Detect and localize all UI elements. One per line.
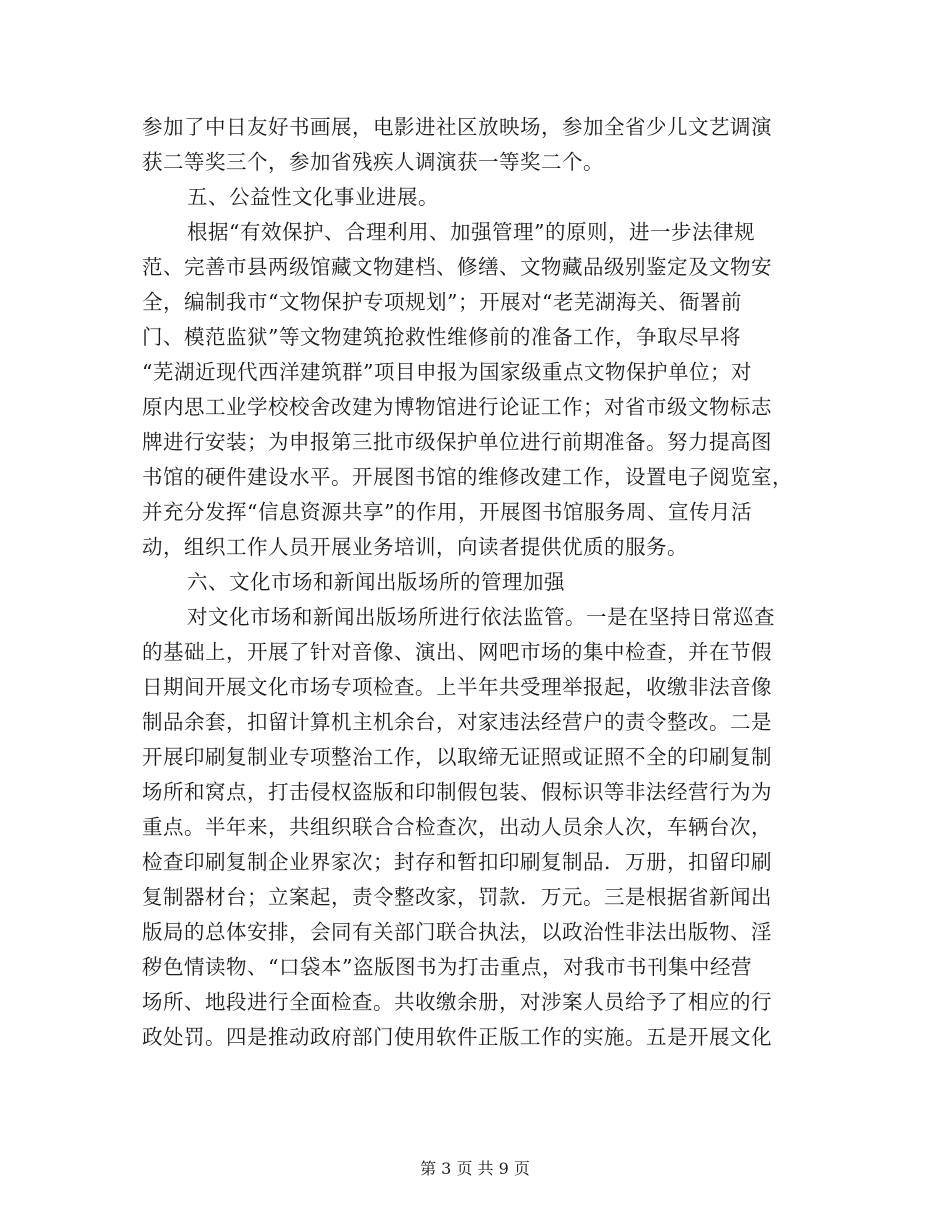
text-line: 秽色情读物、“口袋本”盗版图书为打击重点，对我市书刊集中经营 — [142, 955, 752, 979]
text-line: 版局的总体安排，会同有关部门联合执法，以政治性非法出版物、淫 — [142, 920, 772, 944]
text-line: 对文化市场和新闻出版场所进行依法监管。一是在坚持日常巡查 — [187, 605, 775, 629]
text-line: 门、模范监狱”等文物建筑抢救性维修前的准备工作，争取尽早将 — [142, 325, 741, 349]
page-footer: 第 3 页 共 9 页 — [420, 1159, 530, 1178]
text-line: 政处罚。四是推动政府部门使用软件正版工作的实施。五是开展文化 — [142, 1025, 772, 1049]
text-line: “芜湖近现代西洋建筑群”项目申报为国家级重点文物保护单位；对 — [142, 360, 752, 384]
text-line: 牌进行安装；为申报第三批市级保护单位进行前期准备。努力提高图 — [142, 430, 772, 454]
text-line: 动，组织工作人员开展业务培训，向读者提供优质的服务。 — [142, 535, 688, 559]
text-line: 重点。半年来，共组织联合合检查次，出动人员余人次，车辆台次， — [142, 815, 772, 839]
text-line: 全，编制我市“文物保护专项规划”；开展对“老芜湖海关、衙署前 — [142, 290, 742, 314]
text-line: 根据“有效保护、合理利用、加强管理”的原则，进一步法律规 — [187, 220, 755, 244]
text-line: 获二等奖三个，参加省残疾人调演获一等奖二个。 — [142, 150, 604, 174]
text-line: 参加了中日友好书画展，电影进社区放映场，参加全省少儿文艺调演 — [142, 115, 772, 139]
text-line: 场所、地段进行全面检查。共收缴余册，对涉案人员给予了相应的行 — [142, 990, 772, 1014]
text-line: 范、完善市县两级馆藏文物建档、修缮、文物藏品级别鉴定及文物安 — [142, 255, 772, 279]
text-line: 制品余套，扣留计算机主机余台，对家违法经营户的责令整改。二是 — [142, 710, 772, 734]
text-line: 原内思工业学校校舍改建为博物馆进行论证工作；对省市级文物标志 — [142, 395, 772, 419]
text-line: 检查印刷复制企业界家次；封存和暂扣印刷复制品．万册，扣留印刷 — [142, 850, 772, 874]
section-heading: 六、文化市场和新闻出版场所的管理加强 — [187, 570, 565, 594]
text-line: 开展印刷复制业专项整治工作，以取缔无证照或证照不全的印刷复制 — [142, 745, 772, 769]
text-line: 书馆的硬件建设水平。开展图书馆的维修改建工作，设置电子阅览室， — [142, 465, 793, 489]
section-heading: 五、公益性文化事业进展。 — [187, 185, 439, 209]
body-text — [142, 110, 822, 1055]
text-line: 复制器材台；立案起，责令整改家，罚款．万元。三是根据省新闻出 — [142, 885, 772, 909]
text-line: 日期间开展文化市场专项检查。上半年共受理举报起，收缴非法音像 — [142, 675, 772, 699]
text-line: 的基础上，开展了针对音像、演出、网吧市场的集中检查，并在节假 — [142, 640, 772, 664]
text-line: 场所和窝点，打击侵权盗版和印制假包装、假标识等非法经营行为为 — [142, 780, 772, 804]
text-line: 并充分发挥“信息资源共享”的作用，开展图书馆服务周、宣传月活 — [142, 500, 752, 524]
